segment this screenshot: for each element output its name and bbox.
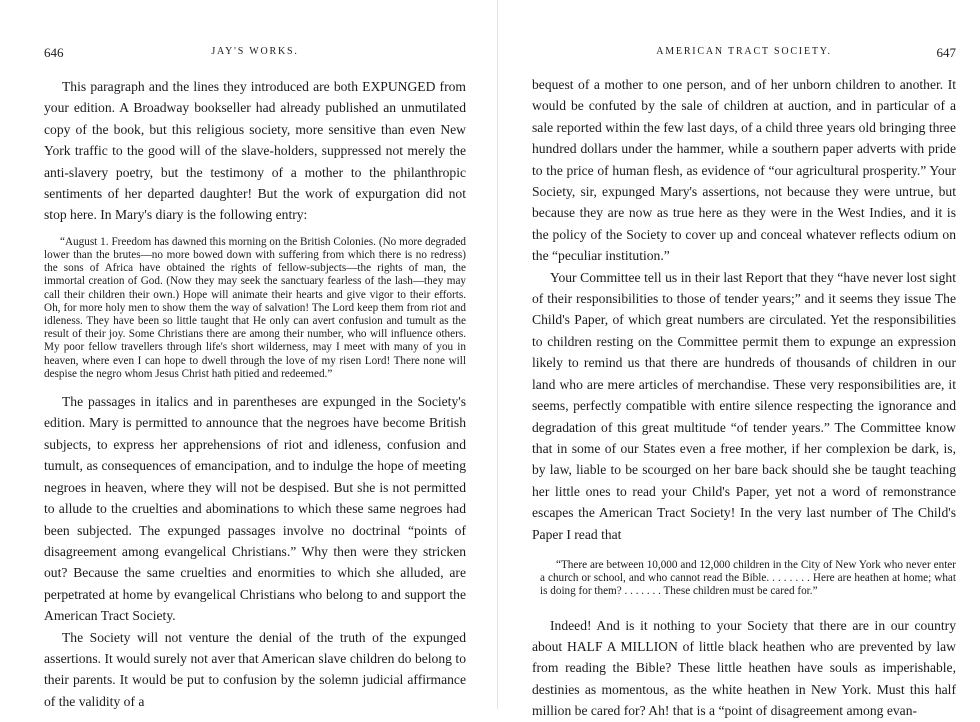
right-paragraph-2: Your Committee tell us in their last Report that they “have never lost sight of their responsibilities to those of tender years;” and it seems they issue The Child's Paper, of which great numbers are circulated. Yet the responsibilities to children resting on the Committee permit them to expunge an expression likely to remind us that there are hundreds of thousands of children in our land who are mere articles of merchandise. These very responsibilities are, it seems, perfectly compatible with entire silence respecting the ignorance and degradation of this great multitude “of tender years.” The Committee know that in some of our States even a free mother, if her complexion be dark, is, by law, liable to be scourged on her bare back should she be taught teaching her little ones to read your Child's Paper, yet not a word of remonstrance escapes the American Tract Society! In the very last number of The Child's Paper I read that xyxy=(532,269,956,542)
right-paragraph-1: bequest of a mother to one person, and of her unborn children to another. It would be confuted by the sale of children at auction, and in particular of a sale reported within the few last days, of a child three years old bringing three hundred dollars under the hammer, while a southern paper adverts with pride to the price of human flesh, as evidence of “our agricultural prosperity.” Your Society, sir, expunged Mary's assertions, not because they were untrue, but because they are now as true here as they were in the West Indies, and it is the policy of the Society to cover up and conceal whatever reflects odium on the “peculiar institution.” xyxy=(532,77,956,264)
left-page xyxy=(44,0,466,709)
left-running-head: JAY'S WORKS. xyxy=(211,46,299,57)
right-paragraph-3: Indeed! And is it nothing to your Society that there are in our country about HALF A MILLION of little black heathen who are prevented by law from reading the Bible? These little heathen have souls as imperishable, destinies as momentous, as the white heathen in New York. Must this half million be cared for? Ah! that is a “point of disagreement among evan- xyxy=(532,617,956,719)
left-page-body xyxy=(44,76,466,712)
right-childs-paper-quote: “There are between 10,000 and 12,000 children in the City of New York who never enter a church or school, and who cannot read the Bible. . . . . . . . Here are heathen at home; what is doing for them? . . . . . . . These children must be cared for.” xyxy=(540,558,956,598)
left-diary-quote: “August 1. Freedom has dawned this morning on the British Colonies. (No more degraded lower than the brutes—no more bowed down with suffering from which there is no redress) the sons of Africa have obtained the rights of fellow-subjects—the rights of man, the immortal creation of God. (Now they may seek the sanctuary fearless of the lash—they may call their children their own.) Hope will animate their hearts and give vigor to their efforts. Oh, for more holy men to show them the way of salvation! The Lord keep them from riot and idleness. They have been so little taught that He only can avert confusion and tumult as the result of their joy. Some Christians there are among their number, who will influence others. My poor fellow travellers through life's short wilderness, may I meet with many of you in heaven, where even I can hope to dwell through the love of my risen Lord! There none will despise the negro whom Jesus Christ hath pitied and redeemed.” xyxy=(44,235,466,380)
right-page-body xyxy=(532,74,956,722)
left-paragraph-3: The Society will not venture the denial of the truth of the expunged assertions. It would surely not aver that American slave children do belong to their parents. It would be put to confusion by the solemn judicial affirmance of the validity of a xyxy=(44,629,466,709)
left-paragraph-2: The passages in italics and in parentheses are expunged in the Society's edition. Mary is permitted to announce that the negroes have become British subjects, to express her apprehensions of riot and idleness, confusion and tumult, as consequences of emancipation, and to indulge the hope of meeting negroes in heaven, where they will not be despised. But she is not permitted to allude to the cruelties and abominations to which these same negroes had been subjected. The expunged passages involve no doctrinal “points of disagreement among evangelical Christians.” Why then were they stricken out? Because the same cruelties and enormities to which she alluded, are perpetrated at home by evangelical Christians who belong to and support the American Tract Society. xyxy=(44,394,466,624)
book-gutter xyxy=(497,0,498,709)
right-page xyxy=(532,0,956,719)
left-page-number: 646 xyxy=(44,45,64,60)
right-page-header xyxy=(532,45,956,61)
left-page-header xyxy=(44,45,466,61)
left-paragraph-1: This paragraph and the lines they introduced are both EXPUNGED from your edition. A Broadway bookseller had already published an unmutilated copy of the book, but this religious society, more sensitive than even New York traffic to the good will of the slave-holders, suppressed not merely the anti-slavery poetry, but the testimony of a mother to the philanthropic sentiments of her departed daughter! But the work of expurgation did not stop here. In Mary's diary is the following entry: xyxy=(44,79,466,223)
right-page-number: 647 xyxy=(936,45,956,60)
right-running-head: AMERICAN TRACT SOCIETY. xyxy=(656,46,832,57)
